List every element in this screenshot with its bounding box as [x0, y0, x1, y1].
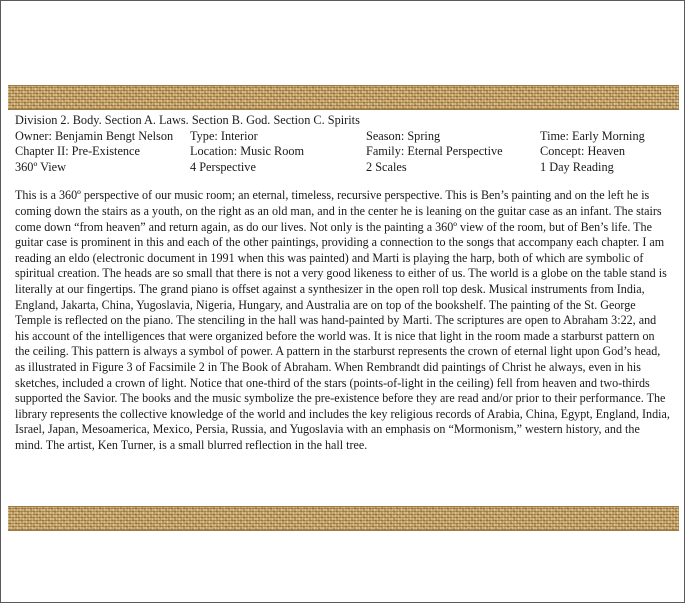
meta-time: Time: Early Morning — [540, 128, 645, 143]
document-content — [15, 113, 670, 453]
meta-concept: Concept: Heaven — [540, 144, 626, 159]
meta-owner: Owner: Benjamin Bengt Nelson — [15, 128, 174, 143]
meta-location: Location: Music Room — [190, 144, 305, 159]
meta-row-2 — [15, 144, 670, 160]
meta-family: Family: Eternal Perspective — [366, 144, 503, 159]
description-paragraph: This is a 360º perspective of our music room; an eternal, timeless, recursive perspective. This is Ben’s painting and on the left he is coming down the stairs as a youth, on the right as an old man, and in the center he is leaning on the guitar case as an infant. The stairs come down “from heaven” and return again, as do our lives. Not only is the painting a 360º view of the room, but of Ben’s life. The guitar case is prominent in this and each of the other paintings, providing a connection to the songs that accompany each chapter. I am reading an eldo (electronic document in 1991 when this was painted) and Marti is playing the harp, both of which are symbolic of spiritual creation. The heads are so small that there is not a very good likeness to either of us. The world is a globe on the table stand is literally at our fingertips. The grand piano is offset against a synthesizer in the open roll top desk. Musical instruments from India, England, Jakarta, China, Yugoslavia, Nigeria, Hungary, and Australia are on top of the bookshelf. The painting of the St. George Temple is reflected on the piano. The stenciling in the hall was hand-painted by Marti. The scriptures are open to Abraham 3:22, and his account of the intelligences that were organized before the world was. It is nice that light in the room made a starburst pattern on the ceiling. This pattern is always a symbol of power. A pattern in the starburst represents the crown of eternal light upon God’s head, as illustrated in Figure 3 of Facsimile 2 in The Book of Abraham. When Rembrandt did paintings of Christ he always, even in his sketches, included a crown of light. Notice that one-third of the stars (points-of-light in the ceiling) fell from heaven and two-thirds supported the Savior. The books and the music symbolize the pre-existence before they are read and/or prior to their performance. The library represents the collective knowledge of the world and includes the key religious records of Arabia, China, Egypt, England, India, Israel, Japan, Mesoamerica, Mexico, Persia, Russia, and Yugoslavia with an emphasis on “Mormonism,” western history, and the mind. The artist, Ken Turner, is a small blurred reflection in the hall tree. — [15, 188, 670, 452]
meta-row-1 — [15, 129, 670, 145]
meta-row-3 — [15, 160, 670, 176]
meta-scales: 2 Scales — [366, 159, 407, 174]
meta-type: Type: Interior — [190, 128, 258, 143]
division-line: Division 2. Body. Section A. Laws. Section B. God. Section C. Spirits — [15, 113, 360, 127]
meta-season: Season: Spring — [366, 128, 441, 143]
meta-chapter: Chapter II: Pre-Existence — [15, 144, 140, 159]
burlap-border-top — [8, 85, 679, 110]
meta-perspective: 4 Perspective — [190, 159, 256, 174]
meta-reading: 1 Day Reading — [540, 159, 614, 174]
meta-view: 360º View — [15, 159, 67, 174]
burlap-border-bottom — [8, 506, 679, 531]
